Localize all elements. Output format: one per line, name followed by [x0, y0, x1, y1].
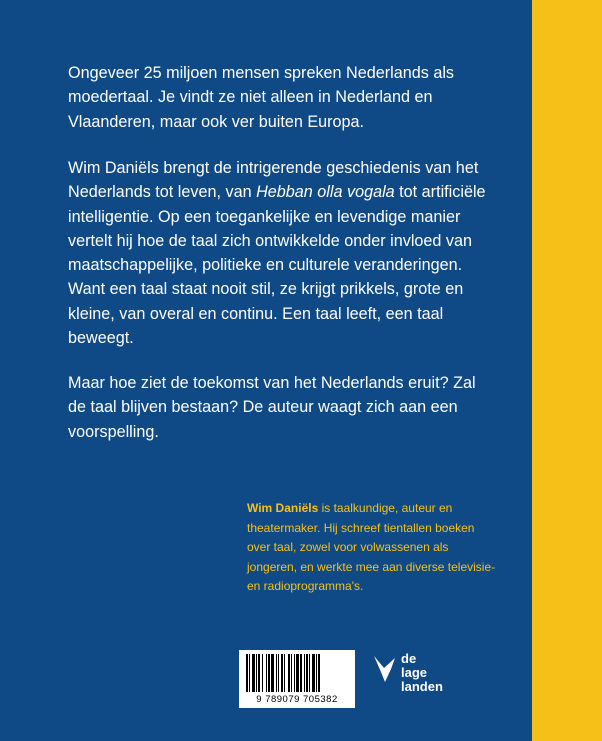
barcode-bars — [245, 654, 349, 692]
barcode — [239, 650, 355, 708]
blurb-paragraph-2 — [68, 156, 498, 350]
bird-logo-icon — [373, 654, 397, 684]
blurb-paragraph-1: Ongeveer 25 miljoen mensen spreken Nederlands als moedertaal. Je vindt ze niet alleen in Nederland en Vlaanderen, maar ook ver buiten Europa. — [68, 64, 455, 131]
author-bio — [247, 499, 497, 597]
yellow-spine — [532, 0, 602, 741]
author-bio-text: is taalkundige, auteur en theatermaker. Hij schreef tientallen boeken over taal, zowel voor volwassenen als jongeren, en werkte mee aan diverse televisie- en radioprogramma's. — [247, 501, 496, 594]
publisher-name-line-1: de — [401, 651, 417, 666]
isbn-number: 9 789079 705382 — [256, 694, 338, 705]
blurb-paragraph-2-start: Wim Daniëls brengt de intrigerende geschiedenis van het Nederlands tot leven, van — [68, 159, 479, 202]
author-name: Wim Daniëls — [247, 501, 319, 515]
publisher-logo — [373, 652, 473, 700]
publisher-name — [401, 652, 443, 694]
blurb-paragraph-3: Maar hoe ziet de toekomst van het Nederlands eruit? Zal de taal blijven bestaan? De auteur waagt zich aan een voorspelling. — [68, 374, 476, 441]
blurb-paragraph-2-italic: Hebban olla vogala — [256, 183, 395, 202]
publisher-name-line-2: lage — [401, 665, 428, 680]
blurb-paragraph-2-end: tot artificiële intelligentie. Op een toegankelijke en levendige manier vertelt hij hoe de taal zich ontwikkelde onder invloed van maatschappelijke, politieke en culturele veranderingen. Want een taal staat nooit stil, ze krijgt prikkels, grote en kleine, van overal en continu. Een taal leeft, een taal beweegt. — [68, 183, 486, 348]
publisher-name-line-3: landen — [401, 679, 443, 694]
